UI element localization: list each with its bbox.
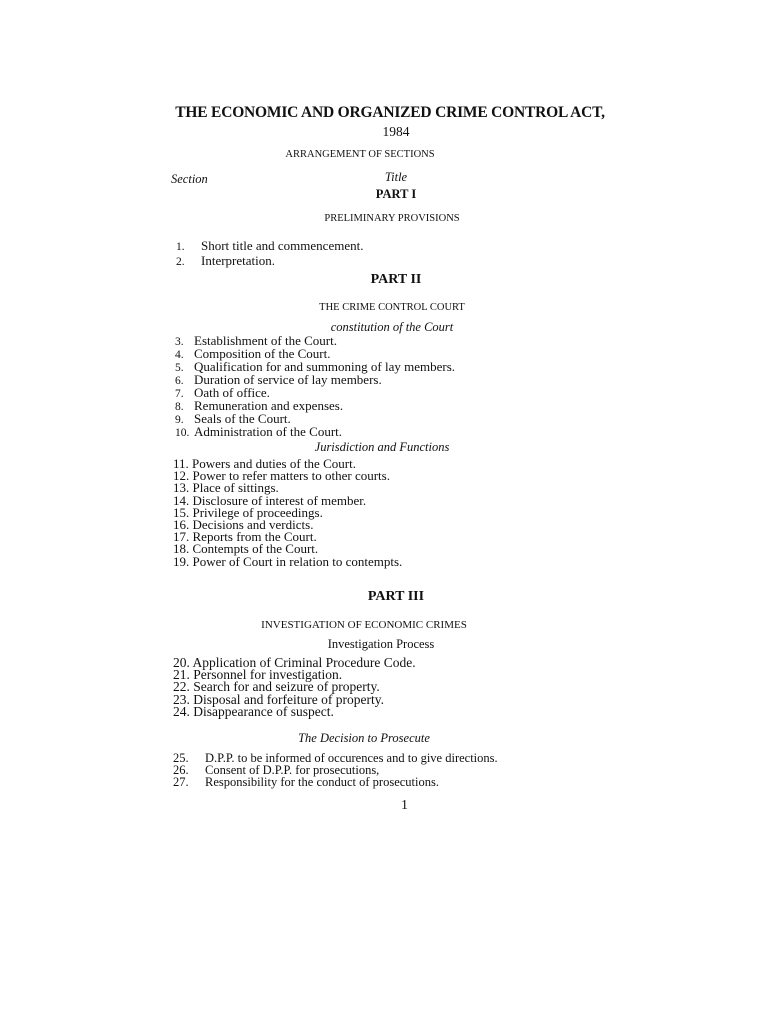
list-item: 11. Powers and duties of the Court. — [173, 456, 356, 471]
page-number: 1 — [401, 798, 408, 813]
list-item: 14. Disclosure of interest of member. — [173, 492, 367, 508]
title-column-label: Title — [384, 170, 408, 184]
list-item: 9. Seals of the Court. — [175, 411, 291, 426]
list-item: 18. Contempts of the Court. — [173, 541, 319, 557]
part-3-heading: PART III — [367, 589, 425, 604]
investigation-group-title: Investigation Process — [327, 637, 435, 651]
list-item: 22. Search for and seizure of property. — [173, 679, 380, 695]
document-title: THE ECONOMIC AND ORGANIZED CRIME CONTROL ACT, — [175, 104, 605, 121]
list-item: 6. Duration of service of lay members. — [175, 372, 382, 387]
part-1-subheading: PRELIMINARY PROVISIONS — [324, 213, 460, 224]
part-1-section-list — [176, 239, 363, 269]
list-item: 27. Responsibility for the conduct of prosecutions. — [173, 775, 439, 790]
jurisdiction-section-list — [173, 458, 402, 568]
jurisdiction-group-title: Jurisdiction and Functions — [314, 440, 450, 454]
list-item: 16. Decisions and verdicts. — [173, 517, 314, 533]
list-item: 15. Privilege of proceedings. — [173, 504, 323, 520]
section-column-label: Section — [171, 172, 208, 186]
list-item: 2. Interpretation. — [176, 253, 275, 268]
constitution-section-list — [175, 335, 455, 439]
list-item: 12. Power to refer matters to other courts. — [173, 468, 390, 484]
list-item: 21. Personnel for investigation. — [173, 667, 343, 683]
list-item: 10. Administration of the Court. — [175, 424, 343, 439]
list-item: 24. Disappearance of suspect. — [173, 703, 334, 719]
list-item: 3. Establishment of the Court. — [175, 333, 337, 348]
document-year: 1984 — [382, 124, 410, 139]
arrangement-heading: ARRANGEMENT OF SECTIONS — [285, 149, 435, 160]
list-item: 20. Application of Criminal Procedure Code. — [173, 655, 416, 670]
list-item: 19. Power of Court in relation to contempts. — [173, 553, 403, 569]
part-3-subheading: INVESTIGATION OF ECONOMIC CRIMES — [261, 619, 467, 631]
prosecution-section-list — [173, 752, 498, 789]
list-item: 1. Short title and commencement. — [176, 238, 364, 253]
list-item: 17. Reports from the Court. — [173, 529, 317, 545]
part-1-heading: PART I — [375, 187, 417, 201]
list-item: 26. Consent of D.P.P. for prosecutions, — [173, 763, 380, 778]
list-item: 7. Oath of office. — [175, 385, 270, 400]
part-2-subheading: THE CRIME CONTROL COURT — [319, 302, 465, 313]
list-item: 25. D.P.P. to be informed of occurences and to give directions. — [173, 751, 498, 765]
investigation-section-list — [173, 657, 416, 718]
constitution-group-title: constitution of the Court — [330, 320, 454, 334]
list-item: 23. Disposal and forfeiture of property. — [173, 691, 384, 707]
list-item: 5. Qualification for and summoning of lay members. — [175, 359, 456, 374]
prosecution-group-title: The Decision to Prosecute — [298, 731, 430, 745]
list-item: 8. Remuneration and expenses. — [175, 398, 344, 413]
part-2-heading: PART II — [370, 272, 422, 287]
list-item: 4. Composition of the Court. — [175, 346, 331, 361]
list-item: 13. Place of sittings. — [173, 480, 279, 496]
